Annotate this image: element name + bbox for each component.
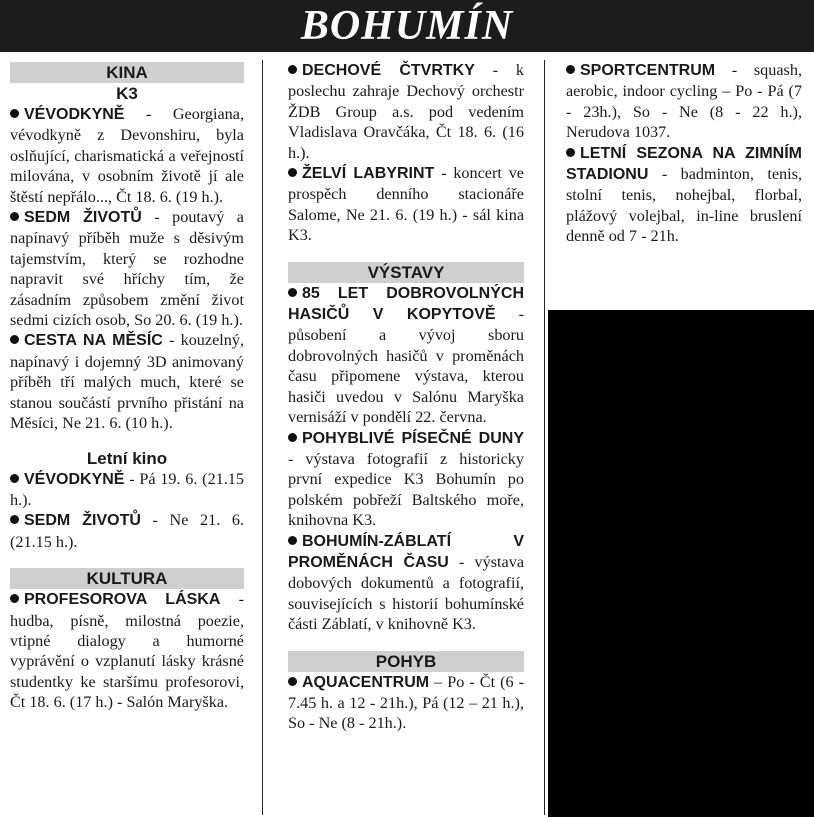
listing-entry [288, 60, 524, 163]
listing-text: - poutavý a napínavý příběh muže s děsivým tajemstvím, který se rozhodne napravit své hříchy tím, že zásadním způsobem změní život sedmi cizích osob, So 20. 6. (19 h.). [10, 208, 244, 330]
subheading-k3: K3 [116, 84, 138, 103]
bullet-icon [10, 109, 19, 118]
listing-text: - působení a vývoj sboru dobrovolných hasičů v proměnách času připomene výstava, kterou hasiči uvedou v Salónu Maryška vernisáží v pondělí 22. června. [288, 305, 524, 427]
listing-text: - k poslechu zahraje Dechový orchestr ŽDB Group a.s. pod vedením Vladislava Oravčáka, Čt 18. 6. (16 h.). [288, 61, 524, 162]
listing-title: BOHUMÍN-ZÁBLATÍ V PROMĚNÁCH ČASU [288, 532, 524, 571]
listing-text: - badminton, tenis, stolní tenis, nohejbal, florbal, plážový volejbal, in-line bruslení denně od 7 - 21h. [566, 165, 802, 246]
listing-title: LETNÍ SEZONA NA ZIMNÍM STADIONU [566, 144, 802, 184]
listing-text: - koncert ve prospěch denního stacionáře Salome, Ne 21. 6. (19 h.) - sál kina K3. [288, 164, 524, 245]
listing-entry [10, 207, 244, 330]
listing-entry [566, 143, 802, 247]
section-heading-kultura: KULTURA [10, 568, 244, 589]
listing-text: - výstava fotografií z historicky první expedice K3 Bohumín po polském pobřeží Baltského moře, knihovna K3. [288, 449, 524, 530]
listing-title: PROFESOROVA LÁSKA [24, 591, 221, 609]
listing-title: SPORTCENTRUM [580, 62, 716, 79]
listing-entry [288, 163, 524, 246]
listing-title: AQUACENTRUM [302, 673, 430, 691]
listing-entry [10, 510, 244, 552]
listing-entry [288, 283, 524, 428]
listing-text: - Georgiana, vévodkyně z Devonshiru, byla oslňující, charismatická a veřejností milována, v osobním životě jí ale štěstí nepřálo..., Čt 18. 6. (19 h.). [10, 105, 244, 206]
listing-text: - výstava dobových dokumentů a fotografií, souvisejících s historií bohumínské části Záblatí, v knihovně K3. [288, 552, 525, 634]
bullet-icon [10, 335, 19, 344]
listing-text: - hudba, písně, milostná poezie, vtipné dialogy a humorné vyprávění o vzplanutí lásky krásné studentky ke staršímu profesorovi, Čt 18. 6. (17 h.) - Salón Maryška. [10, 590, 245, 712]
listing-title: 85 LET DOBROVOLNÝCH HASIČŮ V KOPYTOVĚ [288, 284, 524, 324]
listing-title: VÉVODKYNĚ [24, 106, 125, 123]
listing-text: - Pá 19. 6. (21.15 h.). [10, 469, 244, 509]
bullet-icon [288, 536, 297, 545]
listing-entry [288, 428, 524, 531]
listing-entry [10, 330, 244, 433]
bullet-icon [566, 148, 575, 157]
column-left [10, 60, 244, 713]
column-middle [288, 60, 524, 734]
listing-text: - kouzelný, napínavý i dojemný 3D animovaný příběh tří malých much, které se stanou součástí prvního přistání na Měsíci, Ne 21. 6. (10 h.). [10, 331, 244, 433]
bullet-icon [10, 212, 19, 221]
bullet-icon [288, 168, 297, 177]
listing-title: SEDM ŽIVOTŮ [24, 512, 141, 530]
bullet-icon [566, 65, 575, 74]
listing-title: POHYBLIVÉ PÍSEČNÉ DUNY [302, 429, 524, 447]
listing-entry [10, 104, 244, 207]
listing-title: SEDM ŽIVOTŮ [24, 209, 142, 227]
column-right [566, 60, 802, 247]
listing-entry [566, 60, 802, 143]
masthead [0, 0, 814, 52]
listing-entry [288, 672, 524, 734]
listing-entry [10, 589, 244, 712]
bullet-icon [10, 594, 19, 603]
subheading-letni-kino: Letní kino [86, 448, 168, 468]
bullet-icon [10, 474, 19, 483]
listing-text: - Ne 21. 6. (21.15 h.). [10, 511, 244, 551]
listing-title: ŽELVÍ LABYRINT [302, 165, 435, 183]
section-heading-pohyb: POHYB [288, 651, 524, 672]
listing-title: DECHOVÉ ČTVRTKY [302, 62, 475, 79]
bullet-icon [288, 433, 297, 442]
masthead-title: BOHUMÍN [300, 3, 514, 49]
black-redaction-block [548, 310, 814, 817]
bullet-icon [10, 515, 19, 524]
bullet-icon [288, 288, 297, 297]
column-divider [544, 60, 545, 815]
bullet-icon [288, 65, 297, 74]
section-heading-vystavy: VÝSTAVY [288, 262, 524, 283]
column-divider [262, 60, 263, 815]
listing-text: - squash, aerobic, indoor cycling – Po - Pá (7 - 23h.), So - Ne (8 - 22 h.), Nerudova 1037. [566, 61, 802, 142]
listing-title: CESTA NA MĚSÍC [24, 332, 163, 350]
bullet-icon [288, 677, 297, 686]
section-heading-kina: KINA [10, 62, 244, 83]
listing-entry [10, 469, 244, 511]
listing-text: – Po - Čt (6 - 7.45 h. a 12 - 21h.), Pá (12 – 21 h.), So - Ne (8 - 21h.). [288, 672, 524, 733]
listing-title: VÉVODKYNĚ [24, 470, 125, 488]
listing-entry [288, 531, 524, 635]
